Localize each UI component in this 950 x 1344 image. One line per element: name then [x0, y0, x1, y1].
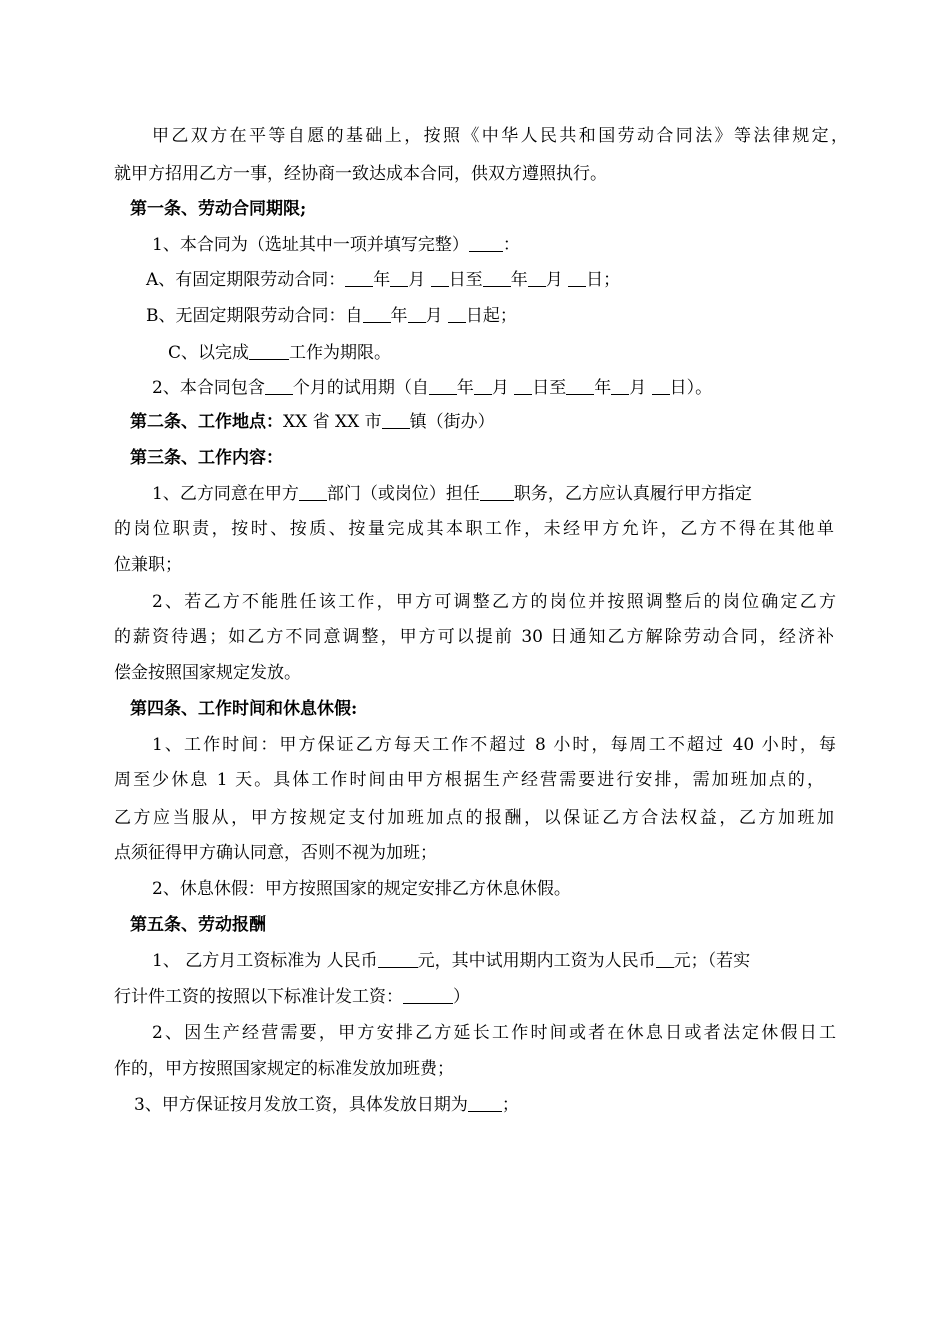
art1-option-a: A、有固定期限劳动合同： 年 月 日至 年 月 日；	[146, 270, 621, 290]
blank-line	[431, 268, 449, 287]
article-5-title: 第五条、劳动报酬	[130, 915, 266, 935]
blank-line	[483, 268, 511, 287]
blank-line	[656, 949, 674, 968]
blank-line	[448, 304, 466, 323]
art4-item-1-line-4: 点须征得甲方确认同意，否则不视为加班；	[114, 843, 437, 863]
art5-item-1-line-1: 1、 乙方月工资标准为 人民币 元，其中试用期内工资为人民币 元；（若实	[152, 951, 751, 971]
art4-item-1-line-2: 周至少休息 1 天。具体工作时间由甲方根据生产经营需要进行安排，需加班加点的，	[114, 770, 824, 790]
blank-line	[468, 1093, 502, 1112]
blank-line	[403, 985, 453, 1004]
blank-line	[378, 949, 418, 968]
art3-item-2-line-1: 2、若乙方不能胜任该工作，甲方可调整乙方的岗位并按照调整后的岗位确定乙方	[152, 592, 836, 612]
blank-line	[249, 341, 289, 360]
art1-item-2: 2、本合同包含 个月的试用期（自 年 月 日至 年 月 日）。	[152, 378, 713, 398]
blank-line	[474, 376, 492, 395]
blank-line	[363, 304, 391, 323]
blank-line	[390, 268, 408, 287]
blank-line	[514, 376, 532, 395]
article-3-title: 第三条、工作内容：	[130, 448, 283, 468]
blank-line	[299, 482, 327, 501]
art5-item-2-line-2: 作的，甲方按照国家规定的标准发放加班费；	[114, 1059, 454, 1079]
art1-item-1: 1、本合同为（选址其中一项并填写完整） ：	[152, 235, 520, 255]
blank-line	[652, 376, 670, 395]
art4-item-1-line-1: 1、工作时间：甲方保证乙方每天工作不超过 8 小时，每周工不超过 40 小时，每	[152, 735, 836, 755]
art1-option-c: C、以完成 工作为期限。	[168, 343, 392, 363]
blank-line	[345, 268, 373, 287]
blank-line	[568, 268, 586, 287]
blank-line	[429, 376, 457, 395]
art3-item-2-line-3: 偿金按照国家规定发放。	[114, 663, 301, 683]
art1-option-b: B、无固定期限劳动合同：自 年 月 日起；	[146, 306, 517, 326]
art4-item-2: 2、休息休假：甲方按照国家的规定安排乙方休息休假。	[152, 879, 571, 899]
intro-line-1: 甲乙双方在平等自愿的基础上，按照《中华人民共和国劳动合同法》等法律规定，	[152, 126, 848, 146]
art5-item-2-line-1: 2、因生产经营需要，甲方安排乙方延长工作时间或者在休息日或者法定休假日工	[152, 1023, 836, 1043]
intro-line-2: 就甲方招用乙方一事，经协商一致达成本合同，供双方遵照执行。	[114, 164, 607, 184]
blank-line	[469, 233, 503, 252]
art5-item-3: 3、甲方保证按月发放工资，具体发放日期为 ；	[134, 1095, 519, 1115]
art3-item-1-line-3: 位兼职；	[114, 555, 182, 575]
art3-item-2-line-2: 的薪资待遇；如乙方不同意调整，甲方可以提前 30 日通知乙方解除劳动合同，经济补	[114, 627, 834, 647]
blank-line	[611, 376, 629, 395]
art3-item-1-line-1: 1、乙方同意在甲方 部门（或岗位）担任 职务，乙方应认真履行甲方指定	[152, 484, 752, 504]
blank-line	[528, 268, 546, 287]
article-1-title: 第一条、劳动合同期限;	[130, 199, 307, 219]
article-2-title: 第二条、工作地点：	[130, 412, 283, 432]
blank-line	[566, 376, 594, 395]
blank-line	[382, 410, 410, 429]
blank-line	[480, 482, 514, 501]
article-4-title: 第四条、工作时间和休息休假:	[130, 699, 358, 719]
art5-item-1-line-2: 行计件工资的按照以下标准计发工资： ）	[114, 987, 470, 1007]
blank-line	[265, 376, 293, 395]
art3-item-1-line-2: 的岗位职责，按时、按质、按量完成其本职工作，未经甲方允许，乙方不得在其他单	[114, 519, 834, 539]
article-2: 第二条、工作地点：XX 省 XX 市 镇（街办）	[130, 412, 495, 432]
art4-item-1-line-3: 乙方应当服从，甲方按规定支付加班加点的报酬，以保证乙方合法权益，乙方加班加	[114, 808, 834, 828]
blank-line	[408, 304, 426, 323]
